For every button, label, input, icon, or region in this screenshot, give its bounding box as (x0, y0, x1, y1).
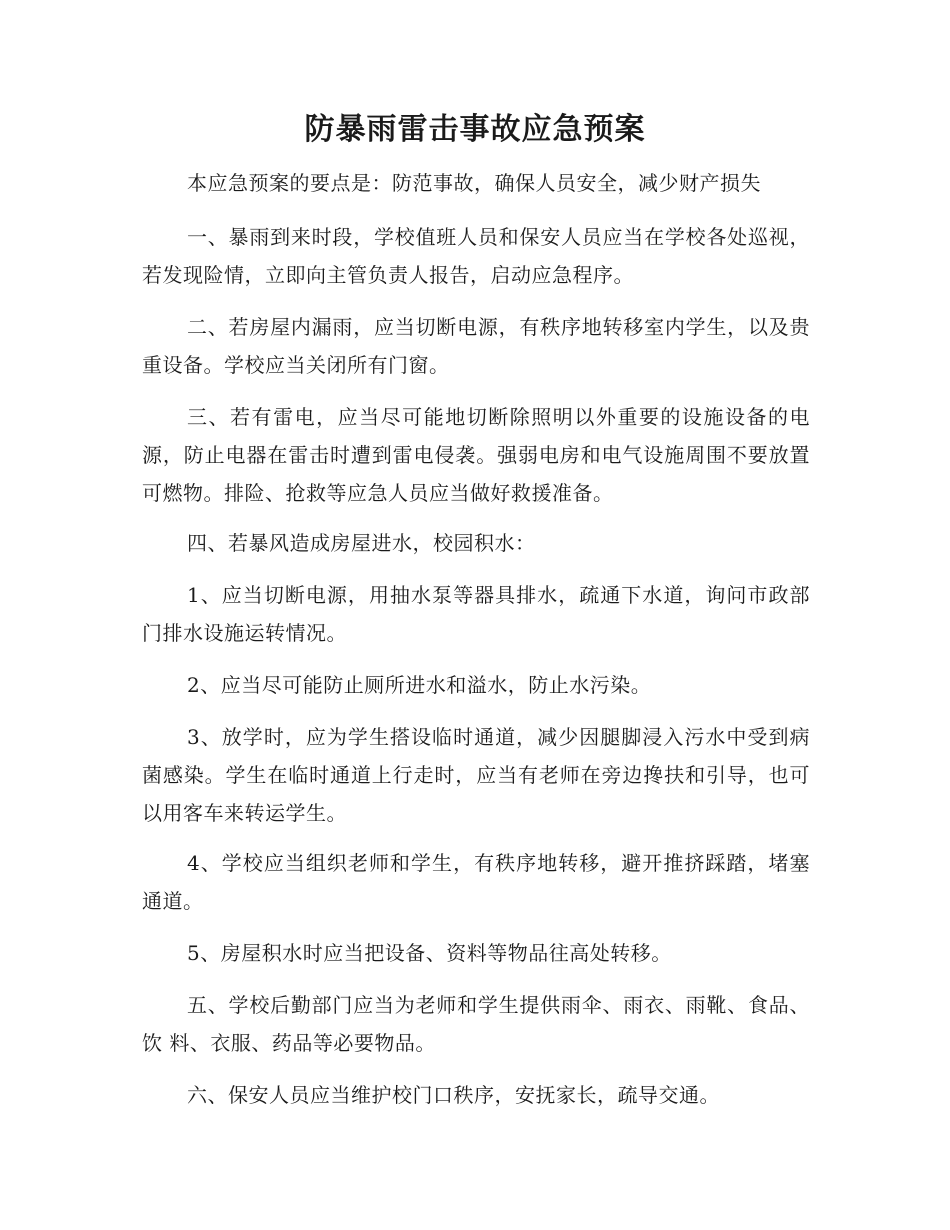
item-3-paragraph: 3、放学时，应为学生搭设临时通道，减少因腿脚浸入污水中受到病菌感染。学生在临时通道上行走时，应当有老师在旁边搀扶和引导，也可以用客车来转运学生。 (142, 725, 810, 825)
section-1-paragraph: 一、暴雨到来时段，学校值班人员和保安人员应当在学校各处巡视，若发现险情，立即向主管负责人报告，启动应急程序。 (142, 225, 810, 287)
item-1-paragraph: 1、应当切断电源，用抽水泵等器具排水，疏通下水道，询问市政部门排水设施运转情况。 (142, 583, 810, 645)
section-2-paragraph: 二、若房屋内漏雨，应当切断电源，有秩序地转移室内学生，以及贵重设备。学校应当关闭所有门窗。 (142, 315, 810, 377)
section-5-paragraph: 五、学校后勤部门应当为老师和学生提供雨伞、雨衣、雨靴、食品、饮 料、衣服、药品等必要物品。 (142, 993, 810, 1055)
item-2-paragraph: 2、应当尽可能防止厕所进水和溢水，防止水污染。 (187, 673, 652, 697)
item-4-paragraph: 4、学校应当组织老师和学生，有秩序地转移，避开推挤踩踏，堵塞通道。 (142, 851, 810, 913)
document-title: 防暴雨雷击事故应急预案 (304, 112, 646, 147)
section-4-paragraph: 四、若暴风造成房屋进水，校园积水： (187, 531, 536, 555)
item-5-paragraph: 5、房屋积水时应当把设备、资料等物品往高处转移。 (187, 941, 672, 965)
section-3-paragraph: 三、若有雷电，应当尽可能地切断除照明以外重要的设施设备的电源，防止电器在雷击时遭到雷电侵袭。强弱电房和电气设施周围不要放置可燃物。排险、抢救等应急人员应当做好救援准备。 (142, 405, 810, 505)
intro-paragraph: 本应急预案的要点是：防范事故，确保人员安全，减少财产损失 (187, 171, 761, 195)
section-6-paragraph: 六、保安人员应当维护校门口秩序，安抚家长，疏导交通。 (187, 1083, 720, 1107)
